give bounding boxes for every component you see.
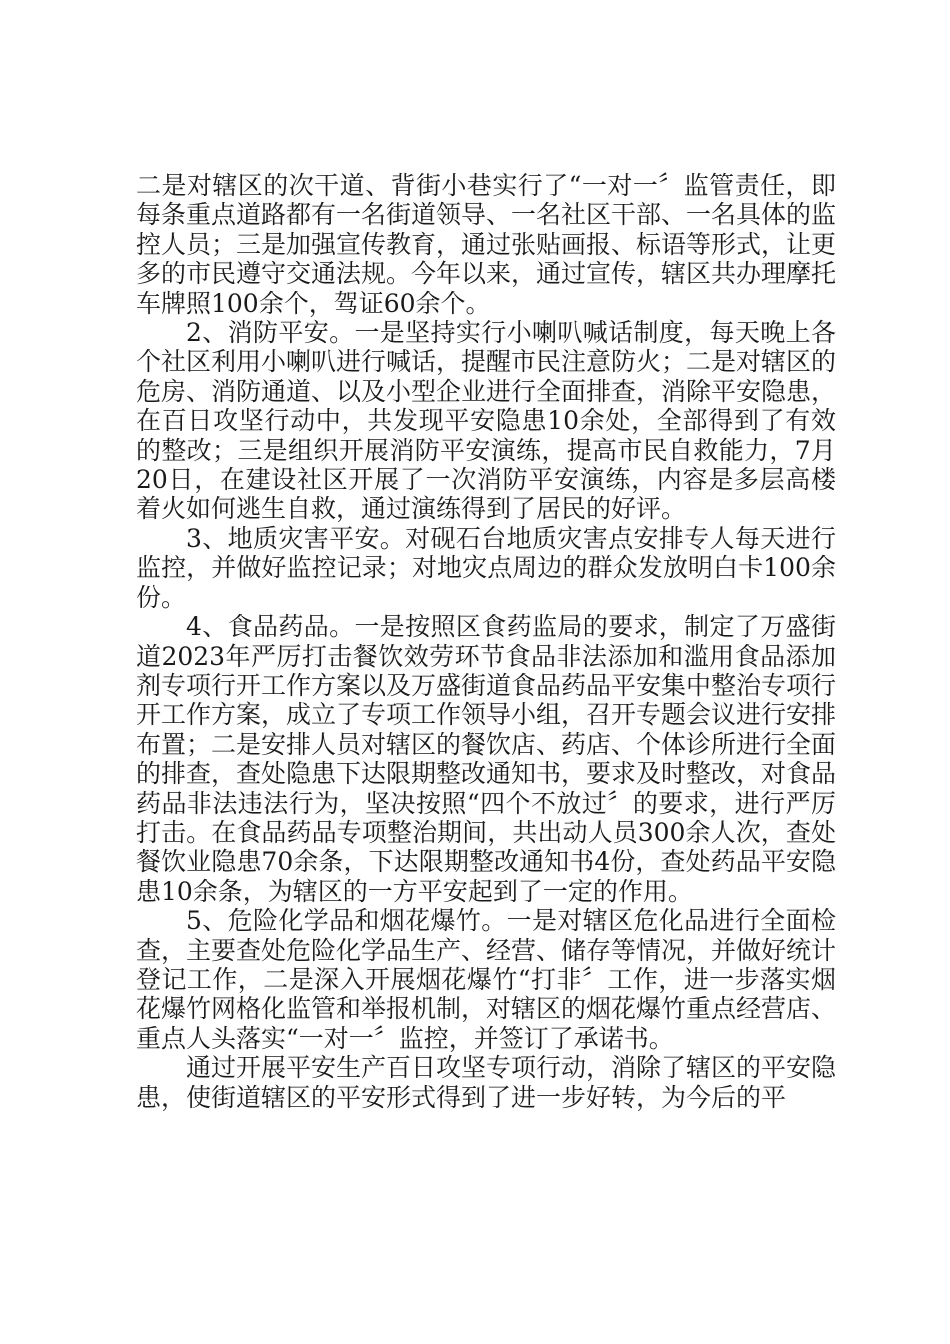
paragraph-summary: 通过开展平安生产百日攻坚专项行动，消除了辖区的平安隐患，使街道辖区的平安形式得到了进一步好转，为今后的平 [136,1053,837,1112]
paragraph-food-drug: 4、食品药品。一是按照区食药监局的要求，制定了万盛街道2023年严厉打击餐饮效劳环节食品非法添加和滥用食品添加剂专项行开工作方案以及万盛街道食品药品平安集中整治专项行开工作方案，成立了专项工作领导小组，召开专题会议进行安排布置；二是安排人员对辖区的餐饮店、药店、个体诊所进行全面的排查，查处隐患下达限期整改通知书，要求及时整改，对食品药品非法违法行为，坚决按照“四个不放过〞的要求，进行严厉打击。在食品药品专项整治期间，共出动人员300余人次，查处餐饮业隐患70余条，下达限期整改通知书4份，查处药品平安隐患10余条，为辖区的一方平安起到了一定的作用。 [136,612,837,906]
paragraph-fire-safety: 2、消防平安。一是坚持实行小喇叭喊话制度，每天晚上各个社区利用小喇叭进行喊话，提醒市民注意防火；二是对辖区的危房、消防通道、以及小型企业进行全面排查，消除平安隐患，在百日攻坚行动中，共发现平安隐患10余处，全部得到了有效的整改；三是组织开展消防平安演练，提高市民自救能力，7月20日，在建设社区开展了一次消防平安演练，内容是多层高楼着火如何逃生自救，通过演练得到了居民的好评。 [136,318,837,524]
paragraph-traffic-continued: 二是对辖区的次干道、背街小巷实行了“一对一〞监管责任，即每条重点道路都有一名街道领导、一名社区干部、一名具体的监控人员；三是加强宣传教育，通过张贴画报、标语等形式，让更多的市民遵守交通法规。今年以来，通过宣传，辖区共办理摩托车牌照100余个，驾证60余个。 [136,171,837,318]
paragraph-geological-hazard: 3、地质灾害平安。对砚石台地质灾害点安排专人每天进行监控，并做好监控记录；对地灾点周边的群众发放明白卡100余份。 [136,523,836,612]
paragraph-hazardous-chemicals: 5、危险化学品和烟花爆竹。一是对辖区危化品进行全面检查，主要查处危险化学品生产、经营、储存等情况，并做好统计登记工作，二是深入开展烟花爆竹“打非〞工作，进一步落实烟花爆竹网格化监管和举报机制，对辖区的烟花爆竹重点经营店、重点人头落实“一对一〞监控，并签订了承诺书。 [136,906,837,1053]
document-page [136,171,836,1112]
